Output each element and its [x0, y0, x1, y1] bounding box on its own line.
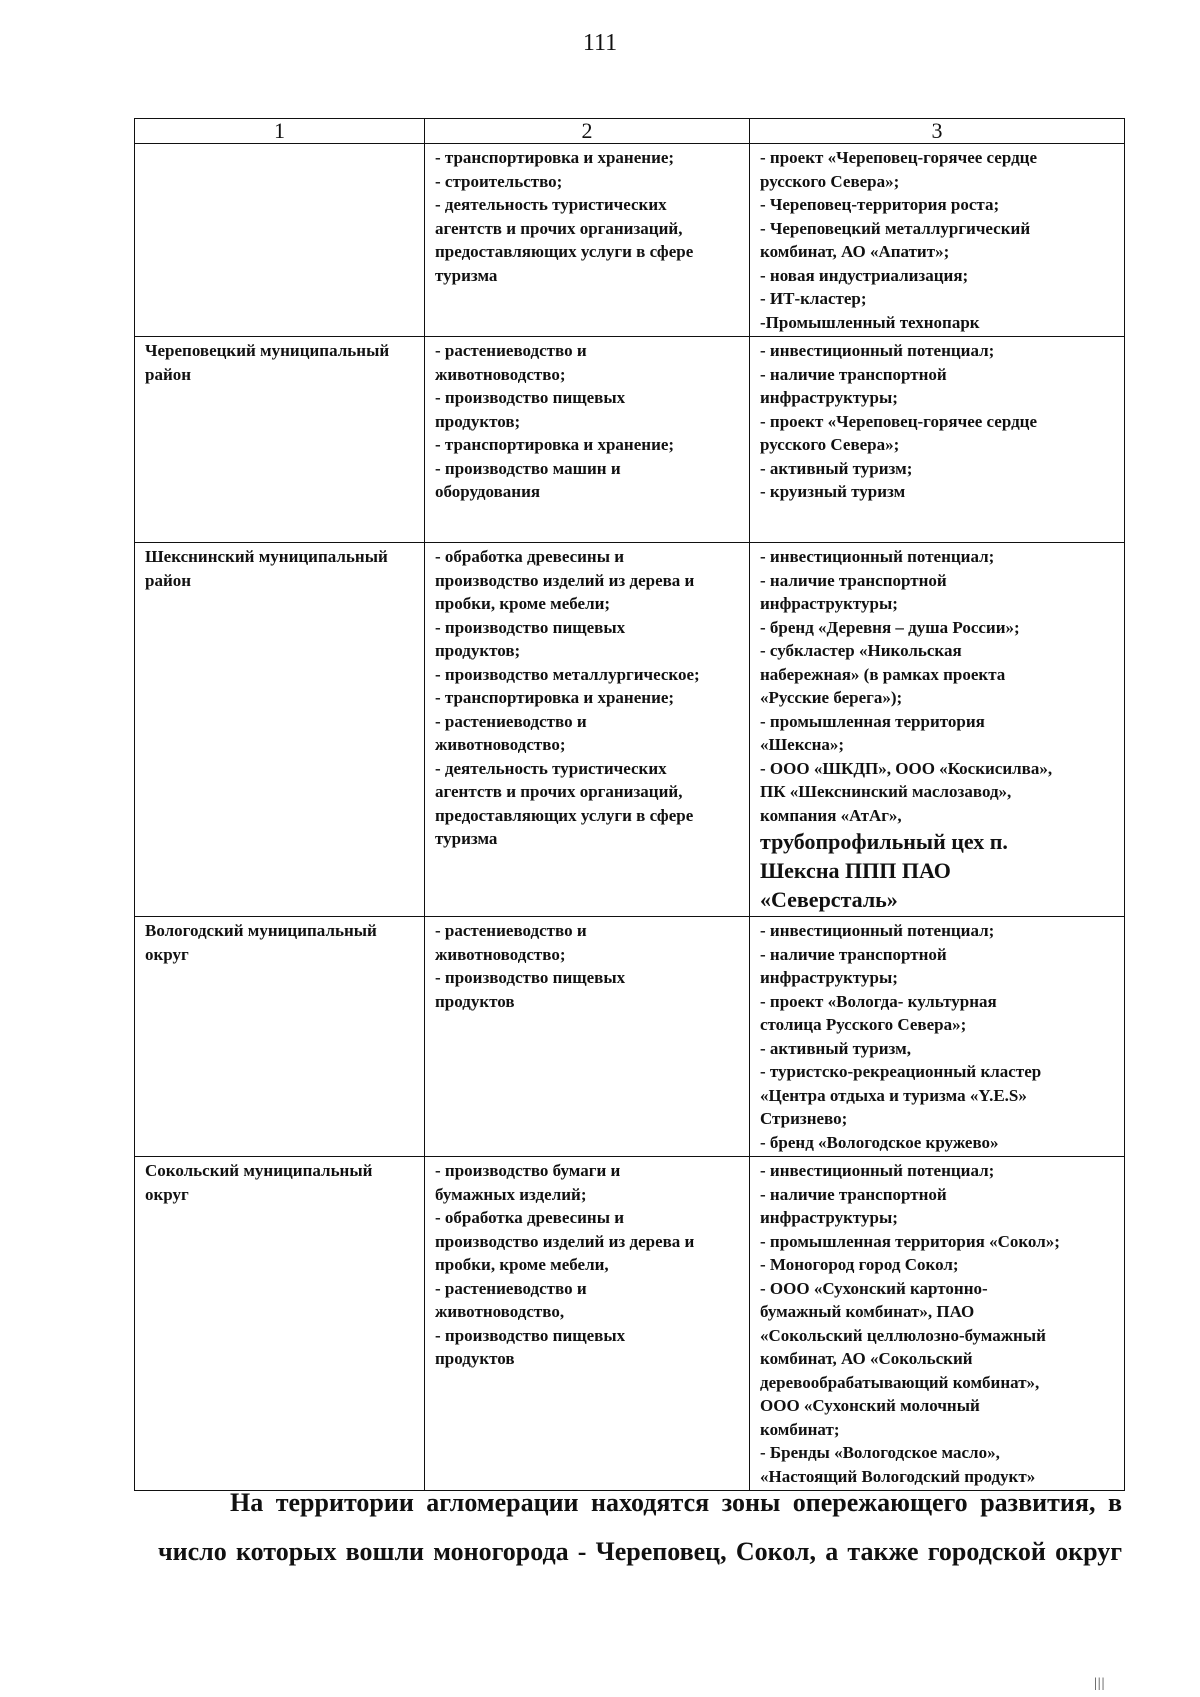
cell-text-line: продуктов: [435, 991, 515, 1011]
cell-text-line: комбинат, АО «Сокольский: [760, 1349, 973, 1368]
cell-text-line: «Шексна»;: [760, 735, 845, 754]
cell-text-line: - производство пищевых: [435, 617, 626, 637]
table-cell-3: [750, 144, 1125, 337]
cell-text-line: продуктов;: [435, 641, 521, 660]
cell-text-line: округ: [145, 944, 189, 964]
cell-text-line: «Настоящий Вологодский продукт»: [760, 1466, 1036, 1486]
column-header-1: 1: [135, 119, 425, 144]
table-cell-1: [135, 1157, 425, 1491]
cell-text-line: -Промышленный технопарк: [760, 312, 980, 332]
cell-text-line: «Русские берега»);: [760, 688, 903, 707]
cell-text-line: - деятельность туристических: [435, 195, 667, 214]
cell-text-line: - проект «Череповец-горячее сердце: [760, 148, 1038, 167]
cell-text-line: «Северсталь»: [760, 887, 898, 912]
table-cell-3: [750, 543, 1125, 917]
cell-text-line: - наличие транспортной: [760, 944, 947, 964]
cell-text-line: - промышленная территория: [760, 711, 985, 731]
cell-text-line: - инвестиционный потенциал;: [760, 547, 995, 566]
cell-text-line: ООО «Сухонский молочный: [760, 1396, 980, 1415]
cell-large-text: [760, 827, 1116, 914]
table-cell-1: [135, 144, 425, 337]
cell-text-line: ПК «Шекснинский маслозавод»,: [760, 782, 1012, 801]
table-row: [135, 144, 1125, 337]
cell-text-line: - проект «Вологда- культурная: [760, 991, 997, 1011]
cell-text-line: Шексна ППП ПАО: [760, 858, 951, 883]
table-cell-1: [135, 337, 425, 543]
table-cell-2: [425, 337, 750, 543]
table-row: [135, 337, 1125, 543]
cell-text-line: - растениеводство и: [435, 341, 587, 360]
cell-text-line: животноводство;: [435, 364, 566, 384]
cell-text-line: - активный туризм;: [760, 458, 913, 478]
cell-text-line: - производство машин и: [435, 458, 621, 478]
cell-text-line: - производство пищевых: [435, 388, 626, 407]
table-cell-1: [135, 917, 425, 1157]
cell-text-line: - растениеводство и: [435, 711, 587, 731]
cell-text-line: - Моногород город Сокол;: [760, 1255, 959, 1274]
cell-text-line: - транспортировка и хранение;: [435, 688, 675, 707]
cell-text-line: компания «АтАг»,: [760, 805, 902, 825]
cell-text-line: агентств и прочих организаций,: [435, 782, 683, 801]
cell-text-line: Шекснинский муниципальный: [145, 547, 388, 566]
table-cell-1: [135, 543, 425, 917]
cell-text-line: «Сокольский целлюлозно-бумажный: [760, 1325, 1046, 1345]
cell-text-line: деревообрабатывающий комбинат»,: [760, 1372, 1040, 1392]
cell-text-line: агентств и прочих организаций,: [435, 218, 683, 238]
scan-marks: |||: [1094, 1676, 1106, 1691]
cell-text-line: комбинат, АО «Апатит»;: [760, 242, 950, 261]
cell-text-line: Стризнево;: [760, 1109, 848, 1128]
cell-text-line: «Центра отдыха и туризма «Y.E.S»: [760, 1085, 1027, 1105]
table-cell-2: [425, 543, 750, 917]
cell-text-line: бумажный комбинат», ПАО: [760, 1302, 975, 1321]
cell-text-line: бумажных изделий;: [435, 1184, 587, 1204]
cell-text-line: - Череповец-территория роста;: [760, 195, 1000, 214]
cell-text-line: Сокольский муниципальный: [145, 1161, 373, 1180]
table-cell-2: [425, 1157, 750, 1491]
cell-text-line: столица Русского Севера»;: [760, 1015, 967, 1034]
cell-text-line: туризма: [435, 829, 498, 848]
regions-table: [134, 118, 1125, 1491]
cell-text-line: пробки, кроме мебели,: [435, 1255, 609, 1274]
cell-text-line: предоставляющих услуги в сфере: [435, 242, 694, 261]
cell-text-line: - субкластер «Никольская: [760, 641, 962, 660]
table-cell-2: [425, 144, 750, 337]
cell-text-line: - проект «Череповец-горячее сердце: [760, 411, 1038, 431]
table-header-row: [135, 119, 1125, 144]
paragraph-line-1: На территории агломерации находятся зоны опережающего развития, в: [230, 1488, 1122, 1517]
cell-text-line: животноводство;: [435, 944, 566, 964]
cell-text-line: - наличие транспортной: [760, 570, 947, 590]
cell-text-line: продуктов: [435, 1349, 515, 1368]
cell-text-line: производство изделий из дерева и: [435, 570, 695, 590]
cell-text-line: - Бренды «Вологодское масло»,: [760, 1443, 1000, 1462]
cell-text-line: оборудования: [435, 482, 541, 501]
table-cell-3: [750, 1157, 1125, 1491]
cell-text-line: - туристско-рекреационный кластер: [760, 1062, 1042, 1081]
cell-text-line: район: [145, 570, 192, 590]
cell-text-line: - ООО «ШКДП», ООО «Коскисилва»,: [760, 758, 1053, 778]
cell-text-line: - Череповецкий металлургический: [760, 218, 1031, 238]
cell-text-line: - производство металлургическое;: [435, 664, 700, 684]
cell-text-line: - транспортировка и хранение;: [435, 435, 675, 454]
cell-text-line: - деятельность туристических: [435, 758, 667, 778]
cell-text-line: комбинат;: [760, 1419, 840, 1439]
cell-text-line: - производство пищевых: [435, 968, 626, 987]
cell-text-line: - наличие транспортной: [760, 1184, 947, 1204]
cell-text-line: инфраструктуры;: [760, 594, 898, 613]
cell-text-line: инфраструктуры;: [760, 1208, 898, 1227]
cell-text-line: - обработка древесины и: [435, 547, 625, 566]
cell-text-line: предоставляющих услуги в сфере: [435, 805, 694, 825]
cell-text-line: округ: [145, 1184, 189, 1204]
cell-text-line: - растениеводство и: [435, 1278, 587, 1298]
cell-text-line: продуктов;: [435, 411, 521, 431]
cell-text-line: животноводство,: [435, 1302, 565, 1321]
cell-text-line: - бренд «Деревня – душа России»;: [760, 617, 1020, 637]
cell-text-line: район: [145, 364, 192, 384]
cell-text-line: - инвестиционный потенциал;: [760, 341, 995, 360]
column-header-2: 2: [425, 119, 750, 144]
cell-text-line: инфраструктуры;: [760, 388, 898, 407]
table-row: [135, 917, 1125, 1157]
cell-text-line: русского Севера»;: [760, 435, 900, 454]
cell-text-line: - круизный туризм: [760, 482, 906, 501]
cell-text-line: производство изделий из дерева и: [435, 1231, 695, 1251]
cell-text-line: - наличие транспортной: [760, 364, 947, 384]
cell-text-line: - промышленная территория «Сокол»;: [760, 1231, 1060, 1251]
cell-text-line: набережная» (в рамках проекта: [760, 664, 1006, 684]
cell-text-line: - инвестиционный потенциал;: [760, 1161, 995, 1180]
cell-text-line: животноводство;: [435, 735, 566, 754]
column-header-3: 3: [750, 119, 1125, 144]
table-cell-2: [425, 917, 750, 1157]
cell-text-line: Череповецкий муниципальный: [145, 341, 390, 360]
cell-text-line: трубопрофильный цех п.: [760, 829, 1008, 854]
cell-text-line: туризма: [435, 265, 498, 285]
cell-text-line: инфраструктуры;: [760, 968, 898, 987]
cell-text-line: - обработка древесины и: [435, 1208, 625, 1227]
cell-text-line: - активный туризм,: [760, 1038, 911, 1058]
cell-text-line: русского Севера»;: [760, 171, 900, 191]
cell-text-line: - строительство;: [435, 171, 563, 191]
cell-text-line: - растениеводство и: [435, 921, 587, 940]
cell-text-line: - ООО «Сухонский картонно-: [760, 1278, 988, 1298]
cell-text-line: - бренд «Вологодское кружево»: [760, 1132, 999, 1152]
cell-text-line: - ИТ-кластер;: [760, 289, 867, 308]
table-row: [135, 543, 1125, 917]
cell-text-line: Вологодский муниципальный: [145, 921, 377, 940]
table-row: [135, 1157, 1125, 1491]
table-cell-3: [750, 917, 1125, 1157]
table-cell-3: [750, 337, 1125, 543]
cell-text-line: - новая индустриализация;: [760, 265, 969, 285]
cell-text-line: - транспортировка и хранение;: [435, 148, 675, 167]
cell-text-line: - производство пищевых: [435, 1325, 626, 1345]
cell-text-line: - производство бумаги и: [435, 1161, 621, 1180]
cell-text-line: - инвестиционный потенциал;: [760, 921, 995, 940]
paragraph-line-2: число которых вошли моногорода - Череповец, Сокол, а также городской округ: [158, 1537, 1122, 1566]
page-number: 111: [582, 30, 618, 56]
cell-text-line: пробки, кроме мебели;: [435, 594, 611, 613]
